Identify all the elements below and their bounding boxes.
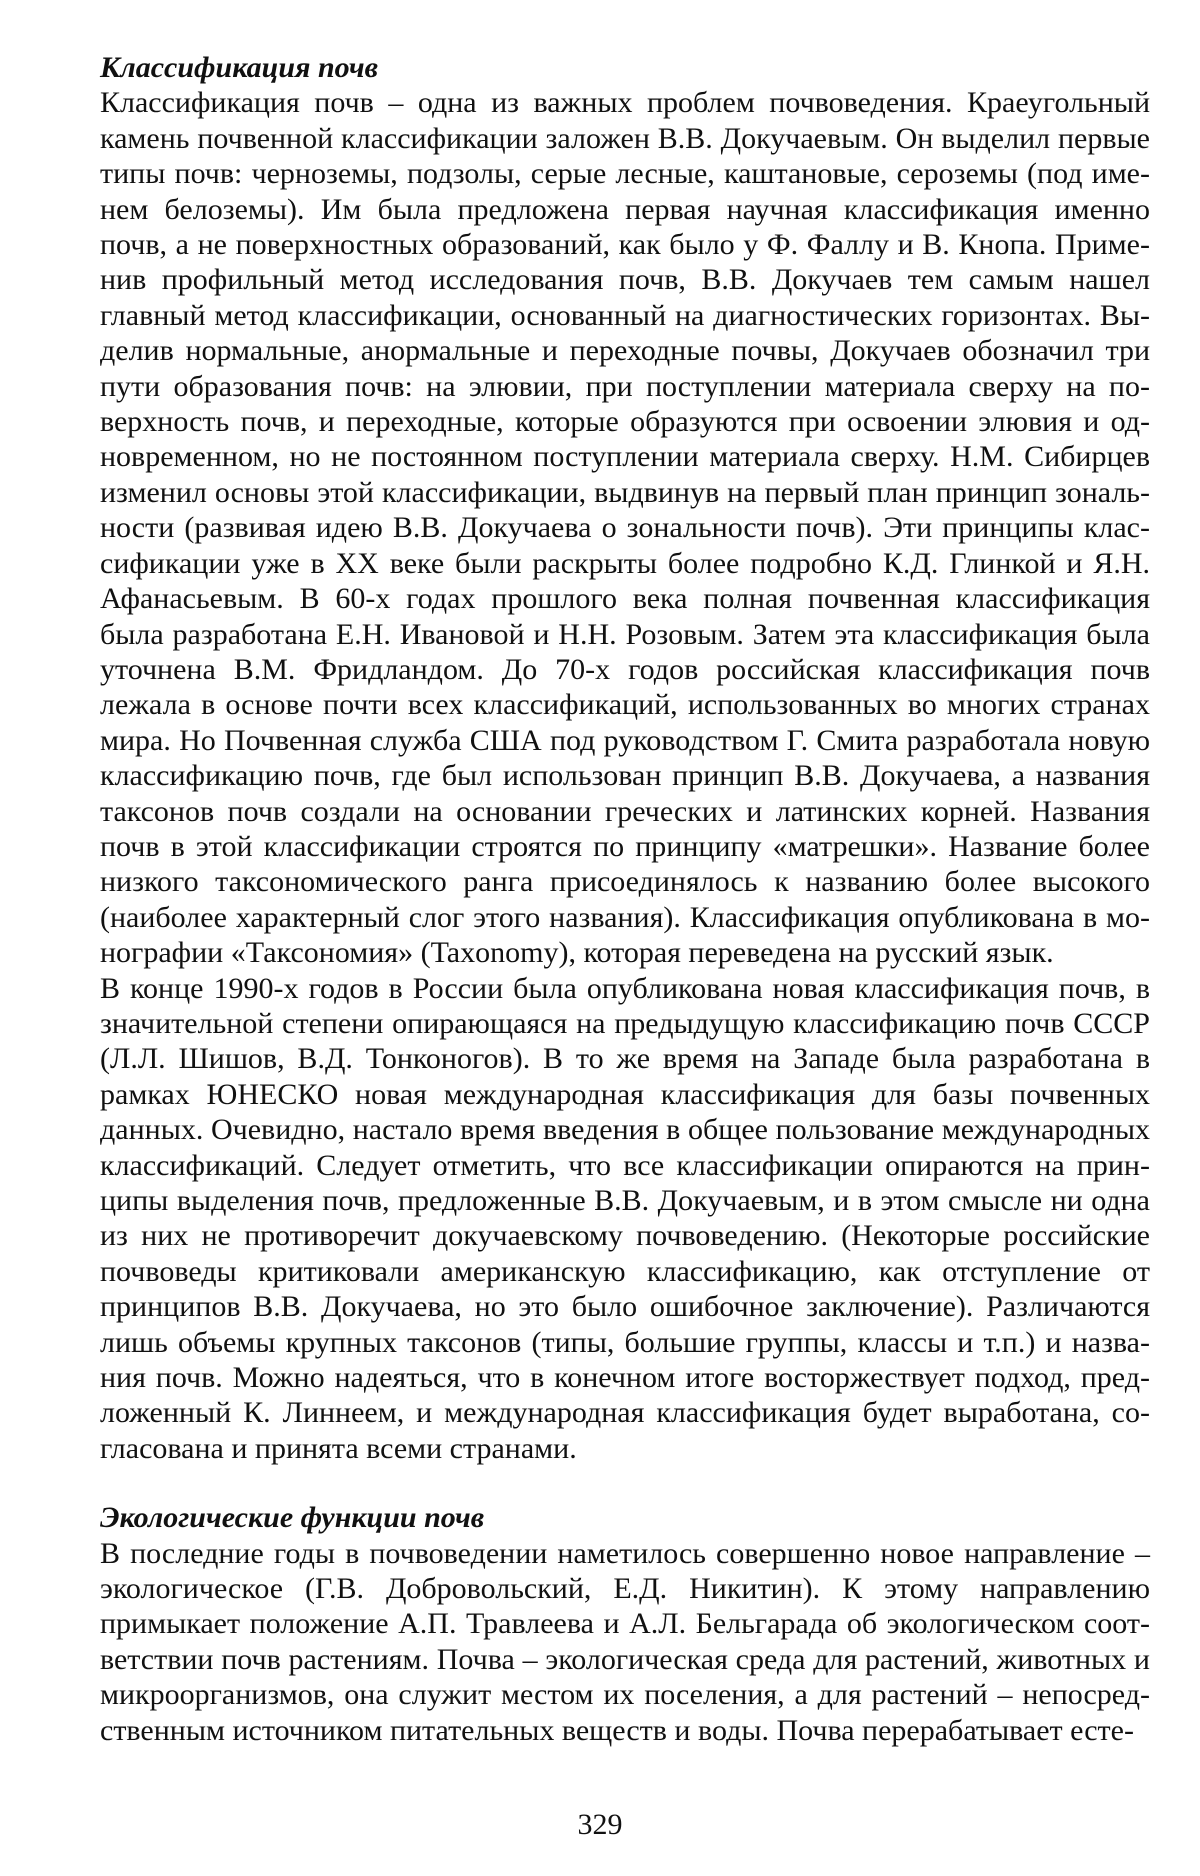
paragraph-classification-2: В конце 1990-х годов в России была опубликована новая классификация почв, в значительной степени опирающаяся на предыдущую классификацию почв СССР (Л.Л. Шишов, В.Д. Тонконогов). В то же время на Западе была разработана в рамках ЮНЕСКО новая международная классификация для базы почвенных данных. Очевидно, настало время введения в общее пользование международных классификаций. Следует отметить, что все классификации опираются на принципы выделения почв, предложенные В.В. Докучаевым, и в этом смысле ни одна из них не противоречит докучаевскому почвоведению. (Некоторые российские почвоведы критиковали американскую классификацию, как отступление от принципов В.В. Докучаева, но это было ошибочное заключение). Различаются лишь объемы крупных таксонов (типы, большие группы, классы и т.п.) и названия почв. Можно надеяться, что в конечном итоге восторжествует подход, предложенный К. Линнеем, и международная классификация будет выработана, согласована и принята всеми странами. [100, 971, 1150, 1465]
page-body [100, 50, 1150, 1748]
section-heading-ecological-functions: Экологические функции почв [100, 1501, 485, 1535]
page-number: 329 [577, 1808, 623, 1841]
paragraph-classification-1: Классификация почв – одна из важных проблем почвоведения. Краеугольный камень почвенной классификации заложен В.В. Докучаевым. Он выделил первые типы почв: черноземы, подзолы, серые лесные, каштановые, сероземы (под именем белоземы). Им была предложена первая научная классификация именно почв, а не поверхностных образований, как было у Ф. Фаллу и В. Кнопа. Применив профильный метод исследования почв, В.В. Докучаев тем самым нашел главный метод классификации, основанный на диагностических горизонтах. Выделив нормальные, анормальные и переходные почвы, Докучаев обозначил три пути образования почв: на элювии, при поступлении материала сверху на поверхность почв, и переходные, которые образуются при освоении элювия и одновременном, но не постоянном поступлении материала сверху. Н.М. Сибирцев изменил основы этой классификации, выдвинув на первый план принцип зональности (развивая идею В.В. Докучаева о зональности почв). Эти принципы классификации уже в XX веке были раскрыты более подробно К.Д. Глинкой и Я.Н. Афанасьевым. В 60-х годах прошлого века полная почвенная классификация была разработана Е.Н. Ивановой и Н.Н. Розовым. Затем эта классификация была уточнена В.М. Фридландом. До 70-х годов российская классификация почв лежала в основе почти всех классификаций, использованных во многих странах мира. Но Почвенная служба США под руководством Г. Смита разработала новую классификацию почв, где был использован принцип В.В. Докучаева, а названия таксонов почв создали на основании греческих и латинских корней. Названия почв в этой классификации строятся по принципу «матрешки». Название более низкого таксономического ранга присоединялось к названию более высокого (наиболее характерный слог этого названия). Классификация опубликована в монографии «Таксономия» (Taxonomy), которая переведена на русский язык. [100, 86, 1150, 970]
section-gap [100, 1466, 1150, 1500]
paragraph-ecological-functions-1: В последние годы в почвоведении наметилось совершенно новое направление – экологическое (Г.В. Добровольский, Е.Д. Никитин). К этому направлению примыкает положение А.П. Травлеева и А.Л. Бельгарада об экологическом соответствии почв растениям. Почва – экологическая среда для растений, животных и микроорганизмов, она служит местом их поселения, а для растений – непосредственным источником питательных веществ и воды. Почва перерабатывает есте- [100, 1536, 1150, 1747]
section-heading-classification: Классификация почв [100, 51, 379, 84]
